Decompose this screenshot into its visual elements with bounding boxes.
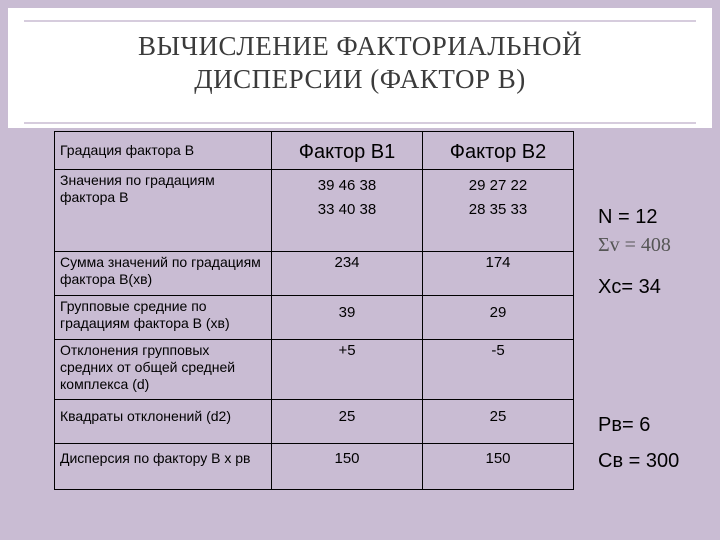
row-b1: 150	[272, 444, 423, 490]
row-label: Дисперсия по фактору В х рв	[55, 444, 272, 490]
row-b1: 234	[272, 252, 423, 296]
header-b1: Фактор В1	[272, 132, 423, 170]
table-header-row	[55, 132, 574, 170]
cell-line: 28 35 33	[468, 201, 528, 218]
table-row	[55, 400, 574, 444]
row-label: Групповые средние по градациям фактора В (хв)	[55, 296, 272, 340]
title-line-1: ВЫЧИСЛЕНИЕ ФАКТОРИАЛЬНОЙ	[137, 31, 583, 61]
row-label: Квадраты отклонений (d2)	[55, 400, 272, 444]
stat-cb: Св = 300	[598, 450, 680, 472]
cell-line: 29 27 22	[468, 177, 528, 194]
cell-line: 33 40 38	[317, 201, 377, 218]
row-b2: -5	[423, 340, 574, 400]
row-label: Сумма значений по градациям фактора В(хв)	[55, 252, 272, 296]
row-b1: +5	[272, 340, 423, 400]
row-b1: 39	[272, 296, 423, 340]
table-row	[55, 340, 574, 400]
stat-sum: Σv = 408	[598, 234, 671, 256]
data-table	[54, 131, 574, 490]
row-label: Отклонения групповых средних от общей средней комплекса (d)	[55, 340, 272, 400]
row-b2: 29	[423, 296, 574, 340]
row-b2: 150	[423, 444, 574, 490]
row-b2: 25	[423, 400, 574, 444]
table-row	[55, 296, 574, 340]
row-b2	[423, 170, 574, 252]
row-b1	[272, 170, 423, 252]
slide-title	[24, 30, 696, 96]
stat-n: N = 12	[598, 206, 658, 228]
stat-xc: Xс= 34	[598, 276, 661, 298]
header-b2: Фактор В2	[423, 132, 574, 170]
row-b1: 25	[272, 400, 423, 444]
row-label: Значения по градациям фактора В	[55, 170, 272, 252]
table-row	[55, 252, 574, 296]
title-line-2: ДИСПЕРСИИ (ФАКТОР В)	[194, 64, 526, 94]
cell-line: 39 46 38	[317, 177, 377, 194]
table-row	[55, 170, 574, 252]
row-b2: 174	[423, 252, 574, 296]
header-gradation: Градация фактора В	[55, 132, 272, 170]
stat-pb: Рв= 6	[598, 414, 651, 436]
table-row	[55, 444, 574, 490]
